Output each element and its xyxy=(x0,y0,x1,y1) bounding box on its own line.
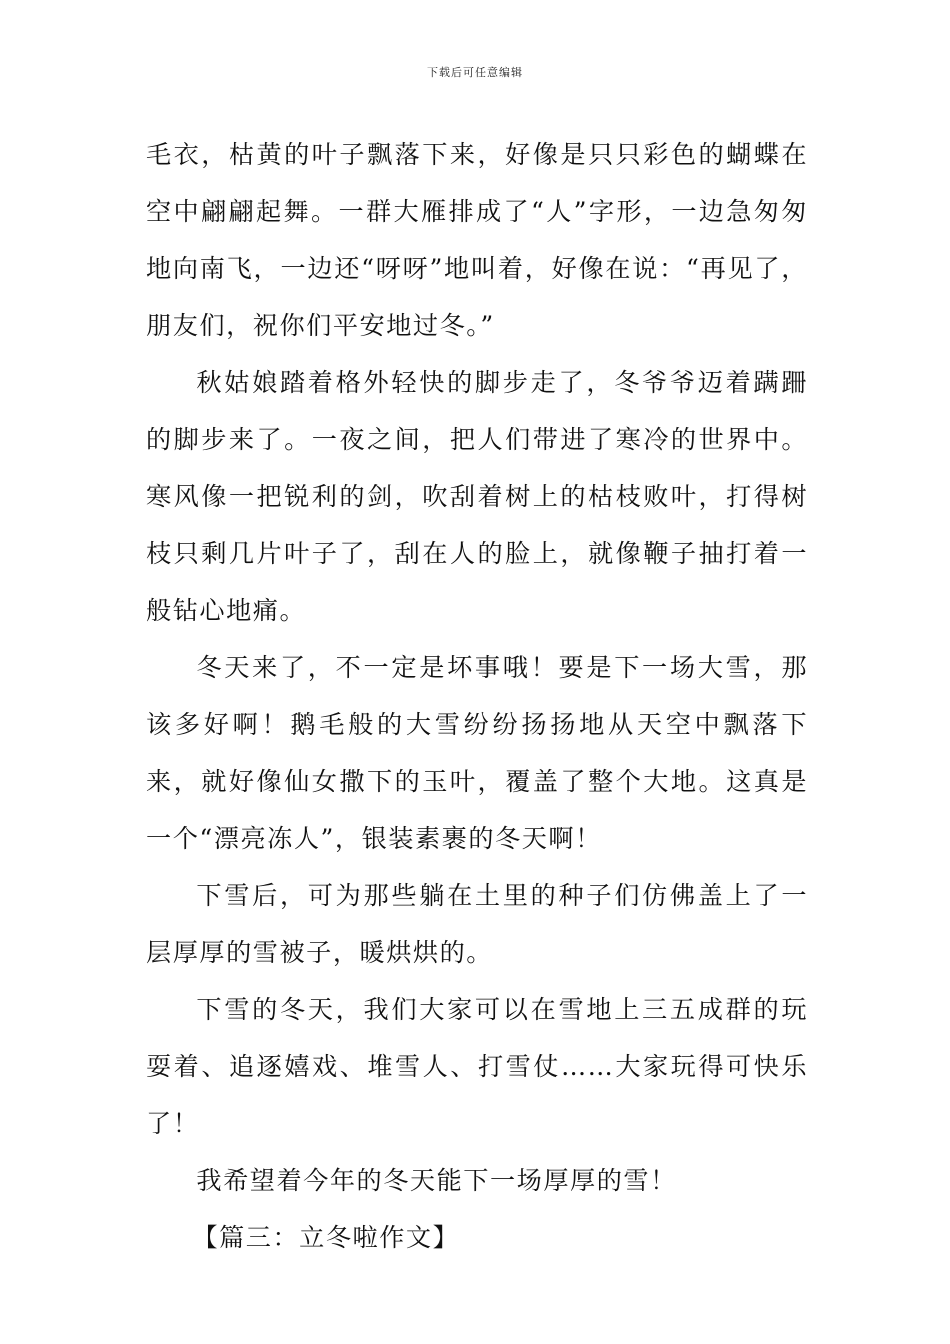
paragraph-continuation: 毛衣，枯黄的叶子飘落下来，好像是只只彩色的蝴蝶在空中翩翩起舞。一群大雁排成了“人”字形，一边急匆匆地向南飞，一边还“呀呀”地叫着，好像在说：“再见了，朋友们，祝你们平安地过冬。” xyxy=(146,140,808,340)
paragraph: 冬天来了，不一定是坏事哦！要是下一场大雪，那该多好啊！鹅毛般的大雪纷纷扬扬地从天空中飘落下来，就好像仙女撒下的玉叶，覆盖了整个大地。这真是一个“漂亮冻人”，银装素裹的冬天啊！ xyxy=(146,653,808,853)
paragraph: 下雪的冬天，我们大家可以在雪地上三五成群的玩耍着、追逐嬉戏、堆雪人、打雪仗……大家玩得可快乐了！ xyxy=(146,995,808,1138)
paragraph: 秋姑娘踏着格外轻快的脚步走了，冬爷爷迈着蹒跚的脚步来了。一夜之间，把人们带进了寒冷的世界中。寒风像一把锐利的剑，吹刮着树上的枯枝败叶，打得树枝只剩几片叶子了，刮在人的脸上，就像鞭子抽打着一般钻心地痛。 xyxy=(146,368,808,625)
section-heading: 【篇三：立冬啦作文】 xyxy=(192,1223,460,1252)
paragraph: 我希望着今年的冬天能下一场厚厚的雪！ xyxy=(196,1166,677,1195)
document-body xyxy=(146,126,808,1266)
header-note: 下载后可任意编辑 xyxy=(427,66,523,79)
paragraph: 下雪后，可为那些躺在土里的种子们仿佛盖上了一层厚厚的雪被子，暖烘烘的。 xyxy=(146,881,808,967)
